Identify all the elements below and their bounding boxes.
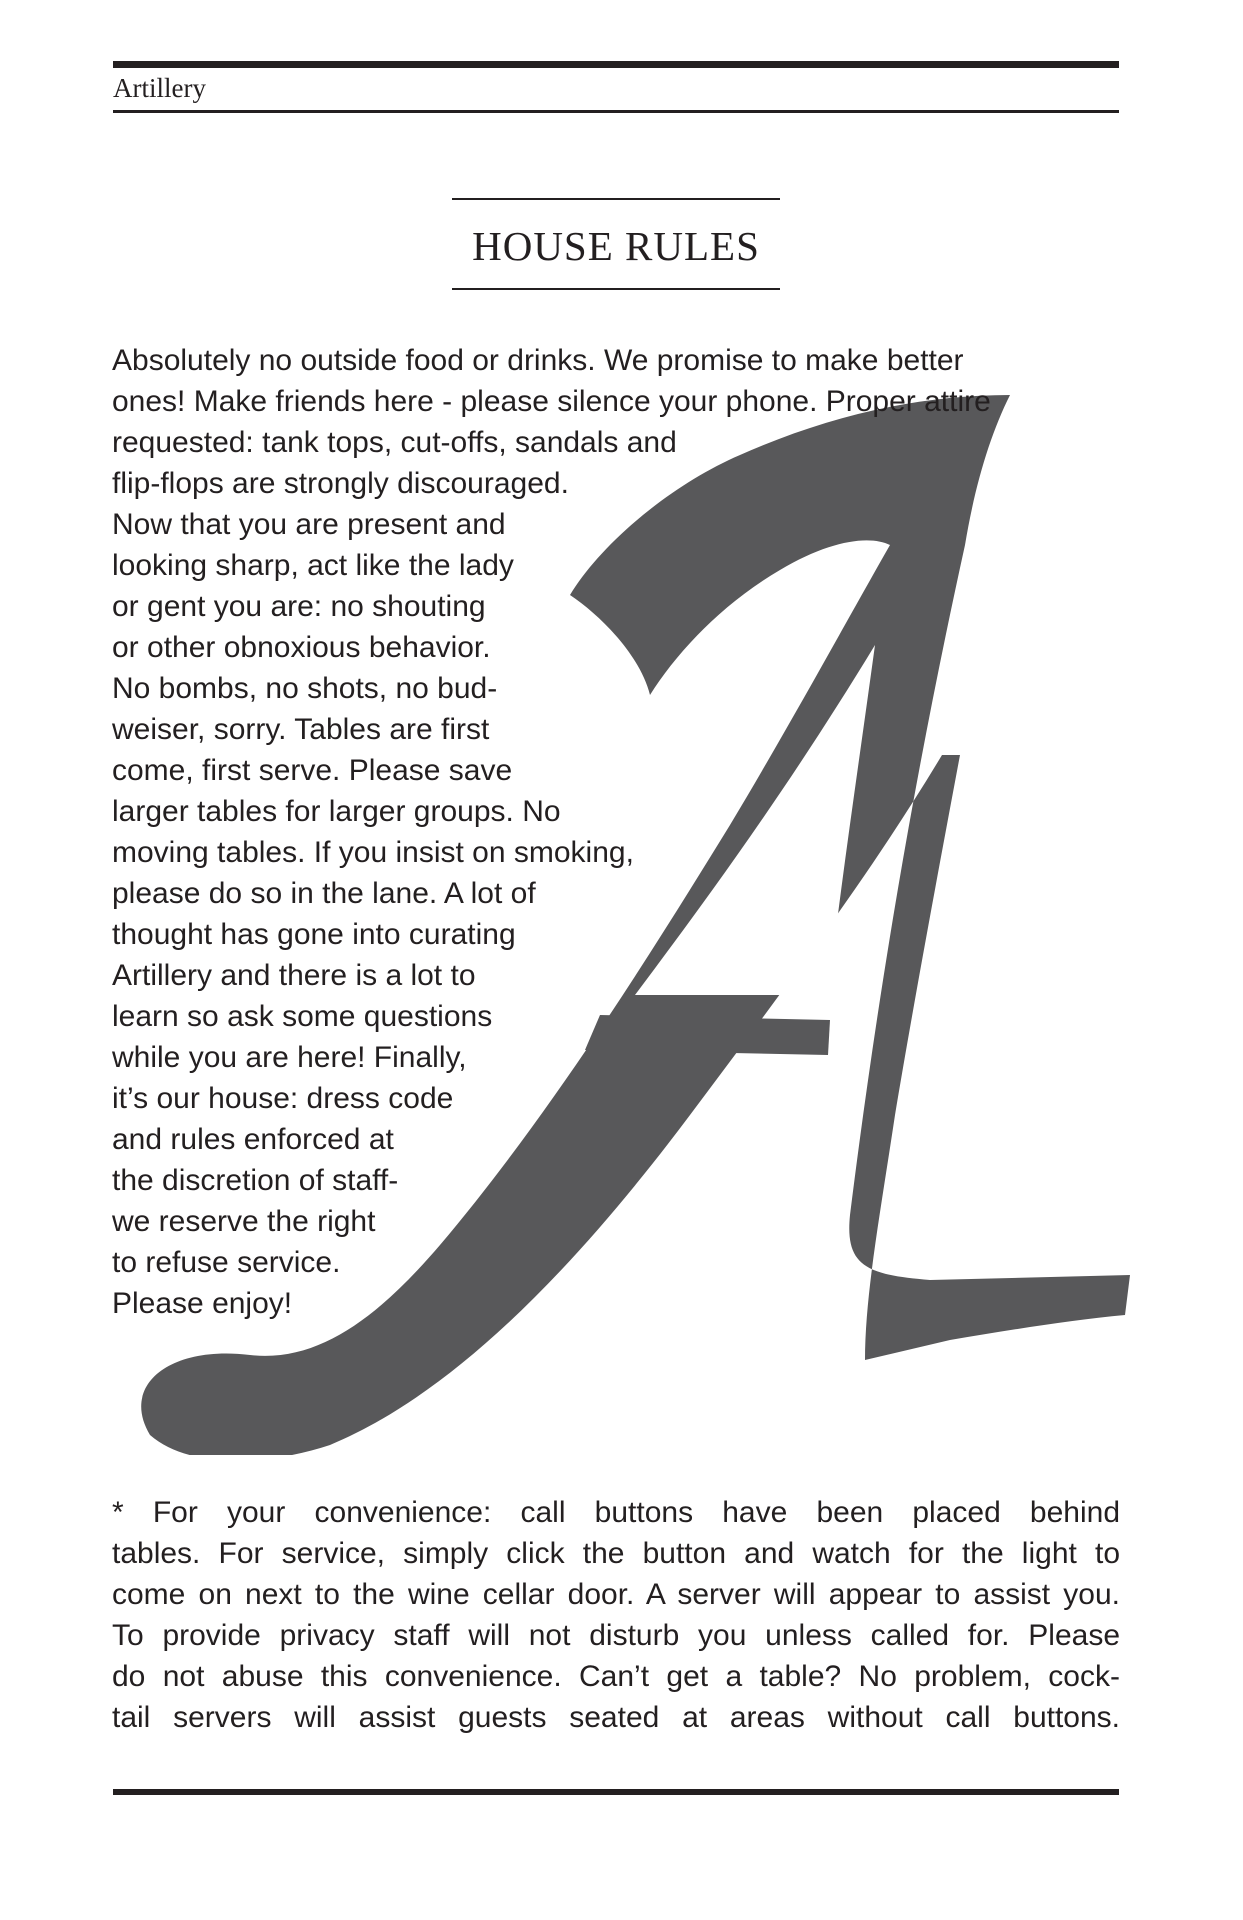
title-rule-top [452,198,780,200]
rules-line: ones! Make friends here - please silence your phone. Proper attire [112,385,991,418]
rules-line: please do so in the lane. A lot of [112,877,536,910]
rules-line: we reserve the right [112,1205,376,1238]
rules-line: while you are here! Finally, [112,1041,467,1074]
page-title: HOUSE RULES [472,223,760,269]
footnote-line: To provide privacy staff will not disturb you unless called for. Please [112,1619,1120,1652]
rules-line: weiser, sorry. Tables are first [112,713,490,746]
house-rules-text [112,340,991,1324]
rules-line: to refuse service. [112,1246,341,1279]
rules-line: flip-flops are strongly discouraged. [112,467,569,500]
rules-line: No bombs, no shots, no bud- [112,672,498,705]
footer-rule [113,1789,1119,1795]
rules-line: and rules enforced at [112,1123,394,1156]
rules-line: thought has gone into curating [112,918,516,951]
footnote-line: * For your convenience: call buttons have been placed behind [112,1496,1120,1529]
running-head: Artillery [113,73,206,103]
footnote-line: come on next to the wine cellar door. A server will appear to assist you. [112,1578,1120,1611]
footnote-line: tables. For service, simply click the button and watch for the light to [112,1537,1120,1570]
header-rule-thin [113,110,1119,113]
rules-line: Please enjoy! [112,1287,293,1320]
title-block [452,198,780,290]
footnote-line: tail servers will assist guests seated at areas without call buttons. [112,1701,1120,1734]
rules-line: Now that you are present and [112,508,506,541]
rules-line: Absolutely no outside food or drinks. We promise to make better [112,344,964,377]
call-button-footnote [112,1492,1120,1738]
rules-line: or gent you are: no shouting [112,590,486,623]
rules-line: Artillery and there is a lot to [112,959,476,992]
rules-line: it’s our house: dress code [112,1082,454,1115]
rules-line: requested: tank tops, cut-offs, sandals and [112,426,677,459]
footnote-line: do not abuse this convenience. Can’t get a table? No problem, cock- [112,1660,1120,1693]
rules-line: moving tables. If you insist on smoking, [112,836,634,869]
rules-line: learn so ask some questions [112,1000,493,1033]
rules-line: the discretion of staff- [112,1164,399,1197]
header-rule-thick [113,61,1119,68]
rules-line: or other obnoxious behavior. [112,631,491,664]
title-rule-bottom [452,288,780,290]
rules-line: larger tables for larger groups. No [112,795,561,828]
rules-line: looking sharp, act like the lady [112,549,514,582]
rules-line: come, first serve. Please save [112,754,513,787]
